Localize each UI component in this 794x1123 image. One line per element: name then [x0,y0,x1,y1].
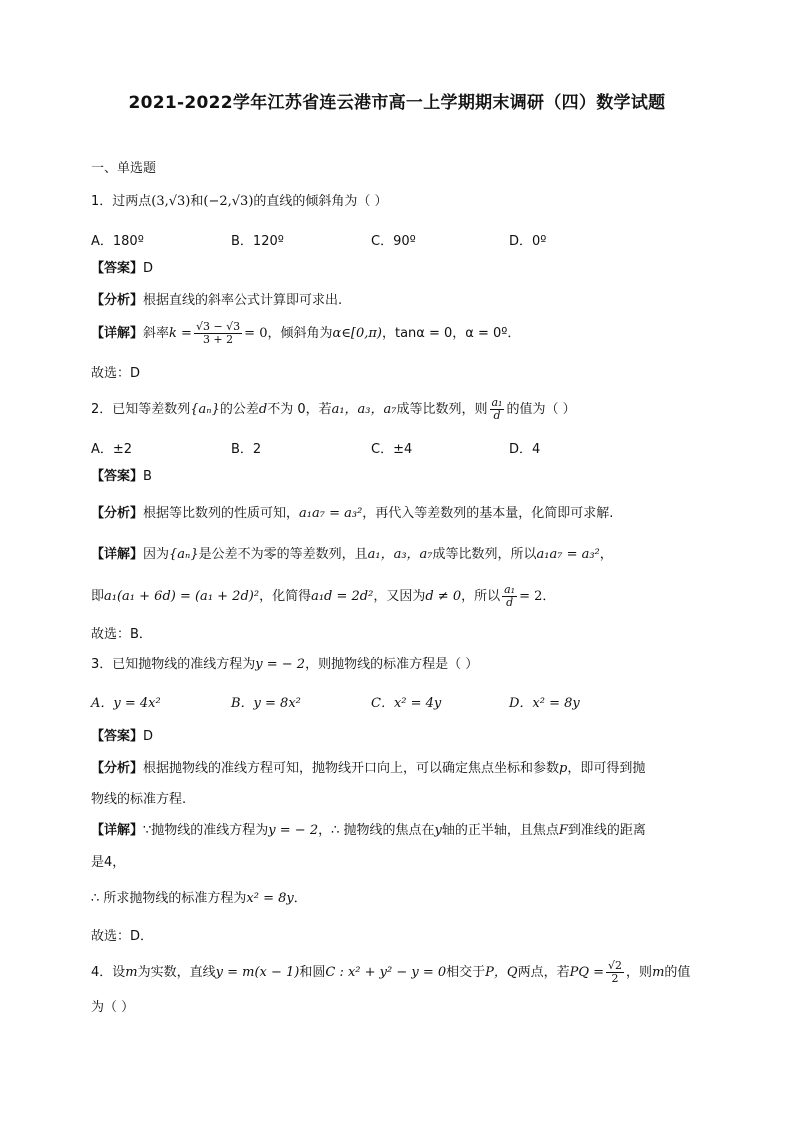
q1-slope-numerator: √3 − √3 [195,320,241,333]
section-heading: 一、单选题 [91,161,157,176]
analysis-label: 【分析】 [91,761,144,776]
q3-option-d: D．x² = 8y [509,696,580,711]
q2-line2-eq3: d ≠ 0 [425,589,462,604]
question-4-stem [91,958,690,988]
q1-analysis [91,292,342,310]
q2-analysis [91,505,613,523]
q3-directrix: y = − 2 [255,657,306,672]
question-3-stem [91,656,478,674]
analysis-label: 【分析】 [91,293,144,308]
q1-detail [91,320,520,348]
q3-stem-a: 3．已知抛物线的准线方程为 [91,657,256,672]
q3-detail-line3-b: ． [293,891,307,906]
q1-answer-value: D [143,261,154,276]
q3-analysis [91,760,645,778]
q2-detail-c: 成等比数列，所以 [432,547,537,562]
q2-detail-line2 [91,583,555,611]
q4-line2: 为（ ） [91,1000,135,1015]
q2-option-b: B．2 [231,442,262,457]
q2-line2-b: ，化简得 [259,589,312,604]
q2-detail-d: ， [599,547,613,562]
q2-detail-a: 因为 [143,547,170,562]
q2-option-d: D．4 [509,442,541,457]
q1-alpha-range: α∈[0,π) [332,326,382,341]
q3-y: y [434,823,442,838]
q2-line2-fnum: a₁ [504,583,516,596]
q2-stem-e: 的值为（ ） [506,402,576,417]
q2-detail-b: 是公差不为零的等差数列，且 [198,547,368,562]
q3-option-b: B．y = 8x² [231,696,301,711]
q3-analysis-line1-a: 根据抛物线的准线方程可知，抛物线开口向上，可以确定焦点坐标和参数 [143,761,560,776]
q4-pq-lhs: PQ = [569,965,605,980]
q2-detail [91,546,613,564]
q1-slope-fraction [194,321,242,346]
q2-stem-a: 2．已知等差数列 [91,402,191,417]
q2-line2-eq2: a₁d = 2d² [311,589,374,604]
q4-pq-num: √2 [608,959,623,972]
question-1-stem [91,193,388,211]
q4-stem-b: 为实数，直线 [137,965,216,980]
q2-stem-d: 成等比数列，则 [396,402,488,417]
q2-analysis-eq: a₁a₇ = a₃² [299,506,363,521]
q2-seq: {aₙ} [190,402,220,417]
detail-label: 【详解】 [91,547,144,562]
q1-detail-b: ，倾斜角为 [267,326,333,341]
q2-stem-c: 不为 0，若 [267,402,332,417]
q2-line2-fraction [502,584,517,609]
q3-option-c: C．x² = 4y [371,696,442,711]
q3-detail-c: 轴的正半轴，且焦点 [441,823,559,838]
q3-detail-a: ∵抛物线的准线方程为 [143,823,269,838]
q1-slope-lhs: k = [169,326,192,341]
q3-detail-line3 [91,890,307,908]
q4-stem-g: 的值 [664,965,691,980]
q2-option-a: A．±2 [91,442,133,457]
q2-conclusion: 故选：B． [91,627,152,642]
q3-answer-value: D [143,729,154,744]
q1-option-a: A．180º [91,234,144,249]
q1-option-b: B．120º [231,234,284,249]
q4-stem-a: 4．设 [91,965,126,980]
q2-terms: a₁，a₃，a₇ [331,402,397,417]
q3-detail-b: ，∴ 抛物线的焦点在 [318,823,435,838]
q2-option-c: C．±4 [371,442,413,457]
q2-frac-den: d [493,409,501,422]
q4-stem-c: 和圆 [299,965,326,980]
q4-m: m [125,965,138,980]
detail-label: 【详解】 [91,326,144,341]
q1-option-d: D．0º [509,234,547,249]
q1-analysis-text: 根据直线的斜率公式计算即可求出. [143,293,343,308]
q1-detail-c: ，tanα = 0，α = 0º． [381,326,521,341]
q2-d: d [258,402,268,417]
q2-line2-d: ，所以 [461,589,501,604]
q3-answer [91,728,153,746]
q4-pq-fraction [606,960,624,985]
q3-analysis-line1-b: ，即可得到抛 [567,761,646,776]
q2-line2-a: 即 [91,589,105,604]
q2-detail-eq: a₁a₇ = a₃² [536,547,600,562]
q1-slope-rhs: = 0 [244,326,268,341]
q4-circle-eq: C : x² + y² − y = 0 [325,965,447,980]
q2-answer-value: B [143,469,152,484]
q3-detail-line3-a: ∴ 所求抛物线的标准方程为 [91,891,247,906]
q3-detail-eq: y = − 2 [268,823,319,838]
q3-option-a: A．y = 4x² [91,696,161,711]
q2-analysis-a: 根据等比数列的性质可知， [143,506,300,521]
answer-label: 【答案】 [91,261,144,276]
q4-PQ-points: P，Q [485,965,518,980]
question-2-stem [91,397,576,423]
q4-line-eq: y = m(x − 1) [215,965,300,980]
q4-pq-den: 2 [611,972,619,985]
q1-conclusion: 故选：D [91,366,141,381]
q1-stem-b: 和 [190,194,204,209]
answer-label: 【答案】 [91,469,144,484]
answer-label: 【答案】 [91,729,144,744]
q2-frac-num: a₁ [491,396,503,409]
q1-slope-denominator: 3 + 2 [202,333,234,346]
q3-p: p [559,761,568,776]
detail-label: 【详解】 [91,823,144,838]
q1-answer [91,260,153,278]
page-title: 2021-2022学年江苏省连云港市高一上学期期末调研（四）数学试题 [128,93,666,113]
q2-detail-seq: {aₙ} [169,547,199,562]
q1-point2: (−2,√3) [203,194,254,209]
q3-conclusion: 故选：D． [91,929,154,944]
q4-stem-d: 相交于 [446,965,486,980]
q2-line2-e: = 2． [519,589,556,604]
q1-detail-a: 斜率 [143,326,170,341]
q1-point1: (3,√3) [151,194,191,209]
q2-stem-b: 的公差 [219,402,259,417]
q2-fraction [490,397,505,422]
q2-detail-terms: a₁，a₃，a₇ [367,547,433,562]
q2-line2-eq: a₁(a₁ + 6d) = (a₁ + 2d)² [104,589,260,604]
q2-answer [91,468,152,486]
q3-detail [91,822,646,840]
q2-line2-c: ，又因为 [373,589,426,604]
q4-stem-f: ，则 [626,965,653,980]
q3-F: F [558,823,568,838]
q4-m2: m [652,965,665,980]
analysis-label: 【分析】 [91,506,144,521]
q3-analysis-line2: 物线的标准方程. [91,792,187,807]
q3-detail-d: 到准线的距离 [567,823,646,838]
q3-stem-b: ，则抛物线的标准方程是（ ） [305,657,479,672]
q2-line2-fden: d [506,596,514,609]
q1-stem-a: 1．过两点 [91,194,152,209]
q3-detail-line3-eq: x² = 8y [246,891,294,906]
q2-analysis-b: ，再代入等差数列的基本量，化简即可求解. [362,506,614,521]
q1-option-c: C．90º [371,234,416,249]
q1-stem-c: 的直线的倾斜角为（ ） [253,194,388,209]
q3-detail-line2: 是4， [91,855,126,870]
q4-stem-e: 两点，若 [517,965,570,980]
